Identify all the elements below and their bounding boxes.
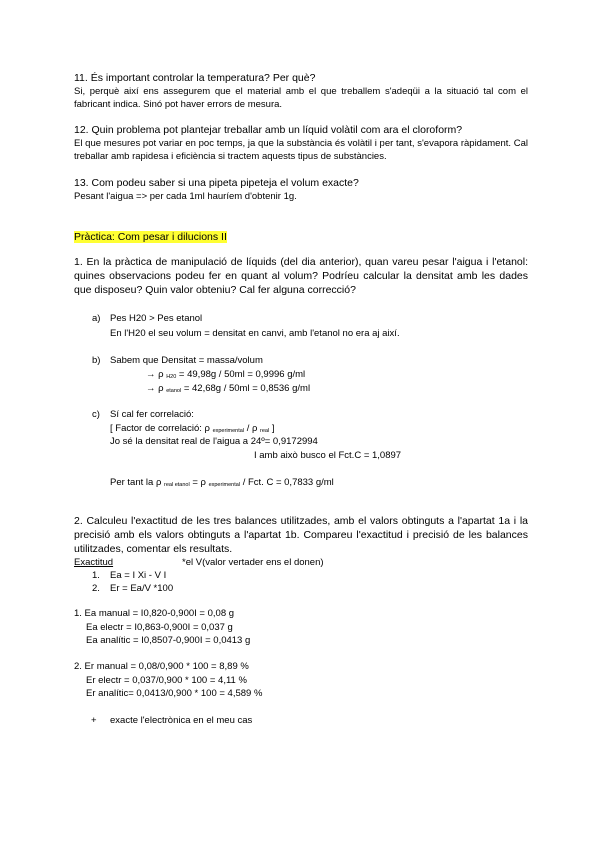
question-12-block xyxy=(74,124,528,163)
practica-title-block xyxy=(74,231,227,244)
factor-mid: / ρ xyxy=(246,423,258,434)
formula-1-number: 1. xyxy=(92,570,100,581)
conclusion-bullet: + xyxy=(91,715,97,726)
item-a-line-2: En l'H20 el seu volum = densitat en canvi, amb l'etanol no era aj així. xyxy=(110,328,400,339)
rho-h2o-subscript: H20 xyxy=(166,374,177,380)
factor-sub-real: real xyxy=(260,428,270,434)
question-13: 13. Com podeu saber si una pipeta pipeteja el volum exacte? xyxy=(74,177,359,189)
item-b-line-1: Sabem que Densitat = massa/volum xyxy=(110,355,263,366)
item-c-line-4: I amb això busco el Fct.C = 1,0897 xyxy=(254,450,402,461)
item-b-marker: b) xyxy=(92,355,101,366)
answer-11: Si, perquè així ens assegurem que el material amb el que treballem s'adeqüi a la situació tal com el fabricant indica. Sinó pot haver errors de mesura. xyxy=(74,86,528,110)
item-c-line-3: Jo sé la densitat real de l'aigua a 24º= 0,9172994 xyxy=(110,436,318,447)
item-b-line-3 xyxy=(146,382,310,398)
factor-close: ] xyxy=(271,423,275,434)
answer-12: El que mesures pot variar en poc temps, ja que la substància és volàtil i per tant, s'evapora ràpidament. Cal treballar amb rapidesa i eficiència si tractem aquests tipus de substàncies. xyxy=(74,138,528,162)
ea-manual: 1. Ea manual = I0,820-0,900I = 0,08 g xyxy=(74,608,235,619)
result-mid: = ρ xyxy=(192,477,206,488)
rho-etanol-prefix: → ρ xyxy=(146,383,164,394)
er-analitic: Er analític= 0,0413/0,900 * 100 = 4,589 % xyxy=(86,688,263,699)
ea-electr: Ea electr = I0,863-0,900I = 0,037 g xyxy=(86,622,233,633)
item-c-line-1: Sí cal fer correlació: xyxy=(110,409,194,420)
practica-title: Pràctica: Com pesar i dilucions II xyxy=(74,231,227,243)
question-12: 12. Quin problema pot plantejar treballar amb un líquid volàtil com ara el cloroform? xyxy=(74,124,463,136)
exactitud-note: *el V(valor vertader ens el donen) xyxy=(182,557,324,568)
result-sub-experimental: experimental xyxy=(208,482,241,488)
factor-prefix: [ Factor de correlació: ρ xyxy=(110,423,210,434)
rho-h2o-prefix: → ρ xyxy=(146,369,164,380)
practica-question-2: 2. Calculeu l'exactitud de les tres balances utilitzades, amb el valors obtinguts a l'apartat 1a i la precisió amb els valors obtinguts a l'apartat 1b. Compareu l'exactitud i precisió de les balances utilitzades, comentar els resultats. xyxy=(74,515,528,555)
rho-etanol-subscript: etanol xyxy=(166,388,182,394)
er-electr: Er electr = 0,037/0,900 * 100 = 4,11 % xyxy=(86,675,247,686)
answer-13: Pesant l'aigua => per cada 1ml hauríem d'obtenir 1g. xyxy=(74,191,297,202)
question-13-block xyxy=(74,177,528,203)
result-prefix: Per tant la ρ xyxy=(110,477,162,488)
question-11-block xyxy=(74,72,528,111)
item-c-marker: c) xyxy=(92,409,100,420)
question-11: 11. És important controlar la temperatura? Per què? xyxy=(74,72,316,84)
er-manual: 2. Er manual = 0,08/0,900 * 100 = 8,89 % xyxy=(74,661,249,672)
practica-question-1: 1. En la pràctica de manipulació de líquids (del dia anterior), quan vareu pesar l'aigua i l'etanol: quines observacions podeu fer en quant al volum? Podríeu calcular la densitat amb les dades que disposeu? Quin valor obteniu? Cal fer alguna correcció? xyxy=(74,256,528,296)
formula-2-number: 2. xyxy=(92,583,100,594)
rho-etanol-value: = 42,68g / 50ml = 0,8536 g/ml xyxy=(183,383,311,394)
rho-h2o-value: = 49,98g / 50ml = 0,9996 g/ml xyxy=(178,369,306,380)
exactitud-label xyxy=(74,556,113,569)
factor-sub-experimental: experimental xyxy=(212,428,245,434)
ea-analitic: Ea analític = I0,8507-0,900I = 0,0413 g xyxy=(86,635,251,646)
exactitud-heading: Exactitud xyxy=(74,557,114,568)
result-value: / Fct. C = 0,7833 g/ml xyxy=(242,477,334,488)
item-a-line-1: Pes H20 > Pes etanol xyxy=(110,313,203,324)
item-c-line-5 xyxy=(110,476,334,492)
item-a-marker: a) xyxy=(92,313,101,324)
formula-1: Ea = I Xi - V I xyxy=(110,570,167,581)
conclusion-text: exacte l'electrònica en el meu cas xyxy=(110,715,253,726)
result-sub-real-etanol: real etanol xyxy=(164,482,190,488)
formula-2: Er = Ea/V *100 xyxy=(110,583,174,594)
